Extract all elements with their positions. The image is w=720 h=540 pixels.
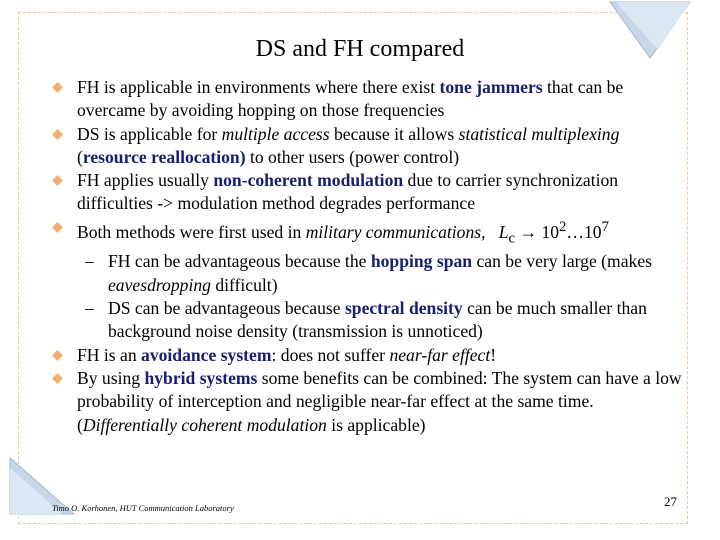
list-item: – DS can be advantageous because spectral density can be much smaller than background noise density (transmission is unnoticed) bbox=[85, 298, 647, 342]
highlight-term: spectral density bbox=[344, 298, 463, 319]
highlight-term: non-coherent modulation bbox=[213, 170, 404, 191]
dash-bullet: – bbox=[85, 251, 94, 272]
italic-term: statistical multiplexing bbox=[458, 123, 620, 144]
highlight-term: avoidance system bbox=[141, 344, 272, 365]
italic-term: multiple access bbox=[221, 123, 330, 144]
diamond-bullet-icon bbox=[52, 373, 63, 384]
highlight-term: hybrid systems bbox=[144, 367, 258, 388]
italic-term: Differentially coherent modulation bbox=[82, 414, 327, 435]
dash-bullet: – bbox=[85, 298, 94, 319]
italic-term: military communications bbox=[305, 221, 482, 242]
page-title: DS and FH compared bbox=[255, 36, 465, 62]
italic-term: eavesdropping bbox=[108, 274, 211, 295]
bullet-list bbox=[52, 76, 682, 437]
list-item: FH applies usually non-coherent modulation due to carrier synchronization difficulties -> modulation method degrades performance bbox=[52, 169, 682, 216]
footer-author: Timo O. Korhonen, HUT Communication Laboratory bbox=[52, 503, 234, 513]
list-item: Both methods were first used in military communications, $L_c$ → $10^2\dots 10^7$ bbox=[52, 216, 682, 251]
list-item: By using hybrid systems some benefits can be combined: The system can have a low probability of interception and negligible near-far effect at the same time. (Differentially coherent modulation is applicable) bbox=[52, 367, 682, 437]
highlight-term: tone jammers bbox=[439, 77, 543, 97]
highlight-term: hopping span bbox=[370, 251, 473, 272]
diamond-bullet-icon bbox=[52, 222, 63, 233]
diamond-bullet-icon bbox=[52, 350, 63, 361]
list-item: – FH can be advantageous because the hopping span can be very large (makes eavesdropping difficult) bbox=[85, 251, 652, 295]
list-item: FH is applicable in environments where there exist tone jammers that can be overcame by avoiding hopping on those frequencies bbox=[52, 76, 682, 123]
italic-term: near-far effect bbox=[389, 344, 491, 365]
highlight-term: resource reallocation) bbox=[82, 146, 246, 167]
diamond-bullet-icon bbox=[52, 129, 63, 140]
list-item: FH is an avoidance system: does not suffer near-far effect! bbox=[52, 344, 682, 367]
diamond-bullet-icon bbox=[52, 82, 63, 93]
list-item: DS is applicable for multiple access because it allows statistical multiplexing (resource reallocation) to other users (power control) bbox=[52, 123, 682, 170]
diamond-bullet-icon bbox=[52, 175, 63, 186]
chip-rate-formula: $L_c$ → $10^2\dots 10^7$ bbox=[498, 218, 609, 247]
page-number: 27 bbox=[664, 494, 677, 509]
